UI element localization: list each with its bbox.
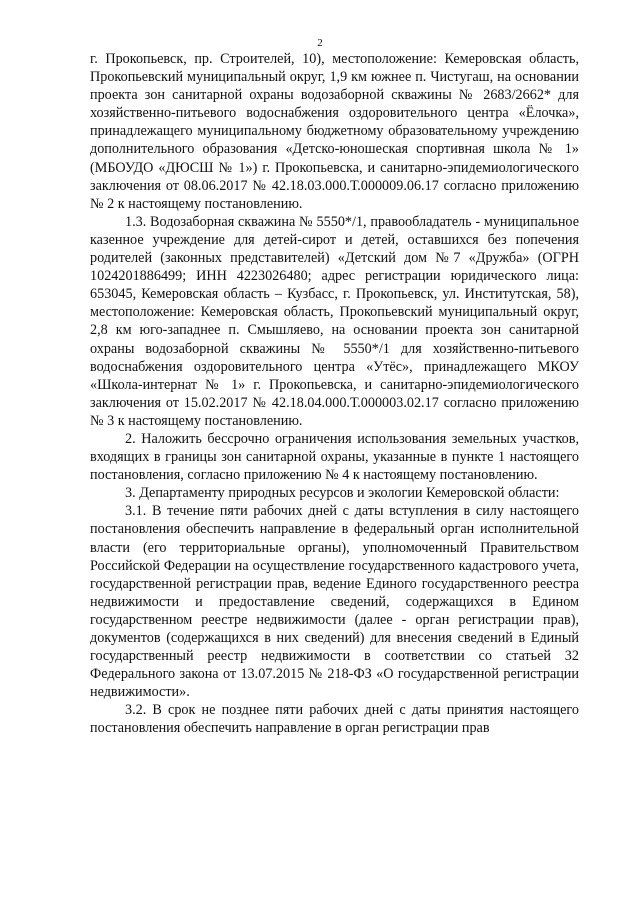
- page-number: 2: [317, 37, 323, 49]
- document-body: [90, 50, 579, 738]
- paragraph-2-land-restrictions: 2. Наложить бессрочно ограничения использования земельных участков, входящих в границы зон санитарной охраны, указанные в пункте 1 настоящего постановления, согласно приложению № 4 к настоящему постановлению.: [90, 430, 579, 484]
- paragraph-1-3-well-5550: 1.3. Водозаборная скважина № 5550*/1, правообладатель - муниципальное казенное учреждение для детей-сирот и детей, оставшихся без попечения родителей (законных представителей) «Детский дом №7 «Дружба» (ОГРН 1024201886499; ИНН 4223026480; адрес регистрации юридического лица: 653045, Кемеровская область – Кузбасс, г. Прокопьевск, ул. Институтская, 58), местоположение: Кемеровская область, Прокопьевский муниципальный округ, 2,8 км юго-западнее п. Смышляево, на основании проекта зон санитарной охраны водозаборной скважины № 5550*/1 для хозяйственно-питьевого водоснабжения оздоровительного центра «Утёс», принадлежащего МКОУ «Школа-интернат № 1» г. Прокопьевска, и санитарно-эпидемиологического заключения от 15.02.2017 № 42.18.04.000.Т.000003.02.17 согласно приложению № 3 к настоящему постановлению.: [90, 213, 579, 429]
- paragraph-3-2-deadline: 3.2. В срок не позднее пяти рабочих дней с даты принятия настоящего постановления обеспечить направление в орган регистрации прав: [90, 702, 579, 737]
- paragraph-continuation: г. Прокопьевск, пр. Строителей, 10), местоположение: Кемеровская область, Прокопьевский муниципальный округ, 1,9 км южнее п. Чистугаш, на основании проекта зон санитарной охраны водозаборной скважины № 2683/2662* для хозяйственно-питьевого водоснабжения оздоровительного центра «Ёлочка», принадлежащего муниципальному бюджетному образовательному учреждению дополнительного образования «Детско-юношеская спортивная школа № 1» (МБОУДО «ДЮСШ № 1») г. Прокопьевска, и санитарно-эпидемиологического заключения от 08.06.2017 № 42.18.03.000.Т.000009.06.17 согласно приложению № 2 к настоящему постановлению.: [90, 51, 579, 212]
- paragraph-3-department: 3. Департаменту природных ресурсов и экологии Кемеровской области:: [125, 485, 560, 502]
- paragraph-3-1-registration: 3.1. В течение пяти рабочих дней с даты вступления в силу настоящего постановления обеспечить направление в федеральный орган исполнительной власти (его территориальные органы), уполномоченный Правительством Российской Федерации на осуществление государственного кадастрового учета, государственной регистрации прав, ведение Единого государственного реестра недвижимости и предоставление сведений, содержащихся в Едином государственном реестре недвижимости (далее - орган регистрации прав), документов (содержащихся в них сведений) для внесения сведений в Единый государственный реестр недвижимости в соответствии со статьей 32 Федерального закона от 13.07.2015 № 218-ФЗ «О государственной регистрации недвижимости».: [90, 503, 579, 701]
